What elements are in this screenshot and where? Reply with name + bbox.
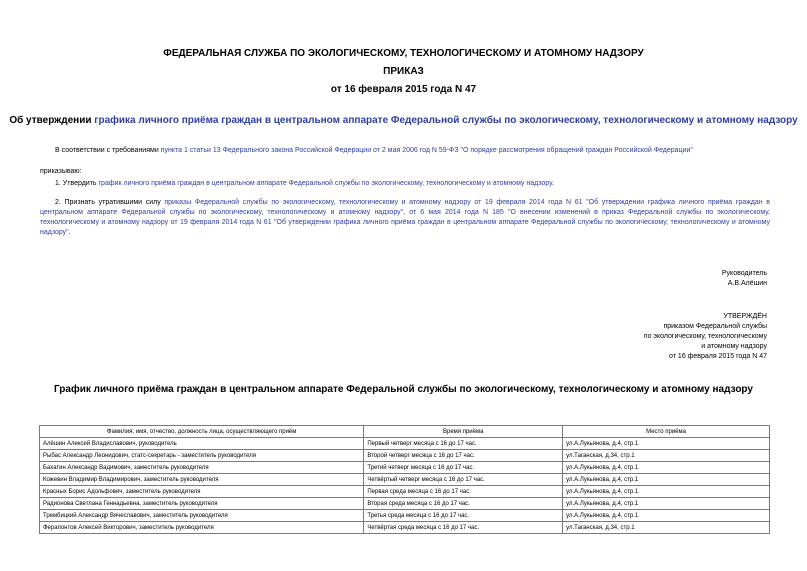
cell-person: Алёшин Алексей Владиславович, руководитель xyxy=(40,438,364,450)
cell-place: ул.Таганская, д.34, стр.1 xyxy=(563,450,770,462)
title-link[interactable]: графика личного приёма граждан в центральном аппарате Федеральной службы по экологическому, технологическому и атомному надзору xyxy=(94,115,798,126)
cell-place: ул.А.Лукьянова, д.4, стр.1 xyxy=(563,474,770,486)
order-word: приказываю: xyxy=(40,168,82,175)
item-2 xyxy=(40,198,770,238)
schedule-table xyxy=(39,425,770,534)
signature-name: А.В.Алёшин xyxy=(727,280,767,287)
cell-place: ул.А.Лукьянова, д.4, стр.1 xyxy=(563,498,770,510)
cell-person: Трембицкий Александр Вячеславович, заместитель руководителя xyxy=(40,510,364,522)
doc-date-number: от 16 февраля 2015 года N 47 xyxy=(330,84,477,95)
cell-time: Второй четверг месяца с 16 до 17 час. xyxy=(364,450,563,462)
approval-line-3: по экологическому, технологическому xyxy=(643,333,767,340)
table-row xyxy=(40,510,770,522)
table-header-row xyxy=(40,426,770,438)
approval-line-5: от 16 февраля 2015 года N 47 xyxy=(669,353,767,360)
cell-time: Третий четверг месяца с 16 до 17 час. xyxy=(364,462,563,474)
cell-person: Красных Борис Адольфович, заместитель руководителя xyxy=(40,486,364,498)
header-person: Фамилия, имя, отчество, должность лица, осуществляющего приём xyxy=(40,426,364,438)
cell-time: Вторая среда месяца с 16 до 17 час. xyxy=(364,498,563,510)
cell-place: ул.А.Лукьянова, д.4, стр.1 xyxy=(563,438,770,450)
item-1-prefix: 1. Утвердить xyxy=(55,180,99,187)
signature-block xyxy=(722,269,767,289)
header-place: Место приёма xyxy=(563,426,770,438)
basis-prefix: В соответствии с требованиями xyxy=(55,147,161,154)
table-row xyxy=(40,474,770,486)
cell-place: ул.А.Лукьянова, д.4, стр.1 xyxy=(563,486,770,498)
approval-line-4: и атомному надзору xyxy=(701,343,767,350)
title-prefix: Об утверждении xyxy=(9,115,95,126)
cell-person: Рыбас Александр Леонидович, статс-секретарь - заместитель руководителя xyxy=(40,450,364,462)
table-row xyxy=(40,522,770,534)
doc-type: ПРИКАЗ xyxy=(383,66,424,77)
table-row xyxy=(40,498,770,510)
table-row xyxy=(40,438,770,450)
approval-line-1: УТВЕРЖДЁН xyxy=(723,313,767,320)
header-time: Время приёма xyxy=(364,426,563,438)
schedule-title: График личного приёма граждан в центральном аппарате Федеральной службы по экологическому, технологическому и атомному надзору xyxy=(54,384,753,395)
item-1-link[interactable]: график личного приёма граждан в центральном аппарате Федеральной службы по экологическому, технологическому и атомному надзору xyxy=(98,180,552,187)
cell-person: Кожевин Владимир Владимирович, заместитель руководителя xyxy=(40,474,364,486)
approval-block xyxy=(644,312,767,362)
item-2-link[interactable]: приказы Федеральной службы по экологическому, технологическому и атомному надзору от 19 февраля 2014 года N 61 "Об утверждении графика личного приёма граждан в центральном аппарате Федеральной службы по экологическому, технологическому и атомному надзору", от 6 мая 2014 года N 185 "О внесении изменений в приказ Федеральной службы по экологическому, технологическому и атомному надзору от 19 февраля 2014 года N 61 "Об утверждении графика личного приёма граждан в центральном аппарате Федеральной службы по экологическому, технологическому и атомному надзору" xyxy=(40,199,771,236)
item-2-prefix: 2. Признать утратившими силу xyxy=(55,199,161,206)
basis-law-link[interactable]: пункта 1 статьи 13 Федерального закона Российской Федерации от 2 мая 2006 год N 59-ФЗ "О порядке рассмотрения обращений граждан Российской Федерации" xyxy=(160,147,693,154)
item-2-suffix: . xyxy=(68,229,71,236)
cell-time: Третья среда месяца с 16 до 17 час. xyxy=(364,510,563,522)
approval-line-2: приказом Федеральной службы xyxy=(663,323,767,330)
item-1-suffix: . xyxy=(551,180,554,187)
table-row xyxy=(40,450,770,462)
cell-time: Первая среда месяца с 16 до 17 час. xyxy=(364,486,563,498)
cell-person: Ферапонтов Алексей Викторович, заместитель руководителя xyxy=(40,522,364,534)
cell-time: Четвёртый четверг месяца с 16 до 17 час. xyxy=(364,474,563,486)
cell-person: Радионова Светлана Геннадьевна, заместитель руководителя xyxy=(40,498,364,510)
cell-time: Первый четверг месяца с 16 до 17 час. xyxy=(364,438,563,450)
cell-place: ул.А.Лукьянова, д.4, стр.1 xyxy=(563,510,770,522)
agency-header: ФЕДЕРАЛЬНАЯ СЛУЖБА ПО ЭКОЛОГИЧЕСКОМУ, ТЕХНОЛОГИЧЕСКОМУ И АТОМНОМУ НАДЗОРУ xyxy=(163,48,644,59)
cell-person: Бахатин Александр Вадимович, заместитель руководителя xyxy=(40,462,364,474)
signature-position: Руководитель xyxy=(721,270,767,277)
cell-place: ул.А.Лукьянова, д.4, стр.1 xyxy=(563,462,770,474)
document-title xyxy=(0,115,807,126)
item-1 xyxy=(55,179,785,189)
cell-time: Четвёртая среда месяца с 16 до 17 час. xyxy=(364,522,563,534)
table-row xyxy=(40,486,770,498)
table-row xyxy=(40,462,770,474)
cell-place: ул.Таганская, д.34, стр.1 xyxy=(563,522,770,534)
basis-paragraph xyxy=(55,146,785,156)
